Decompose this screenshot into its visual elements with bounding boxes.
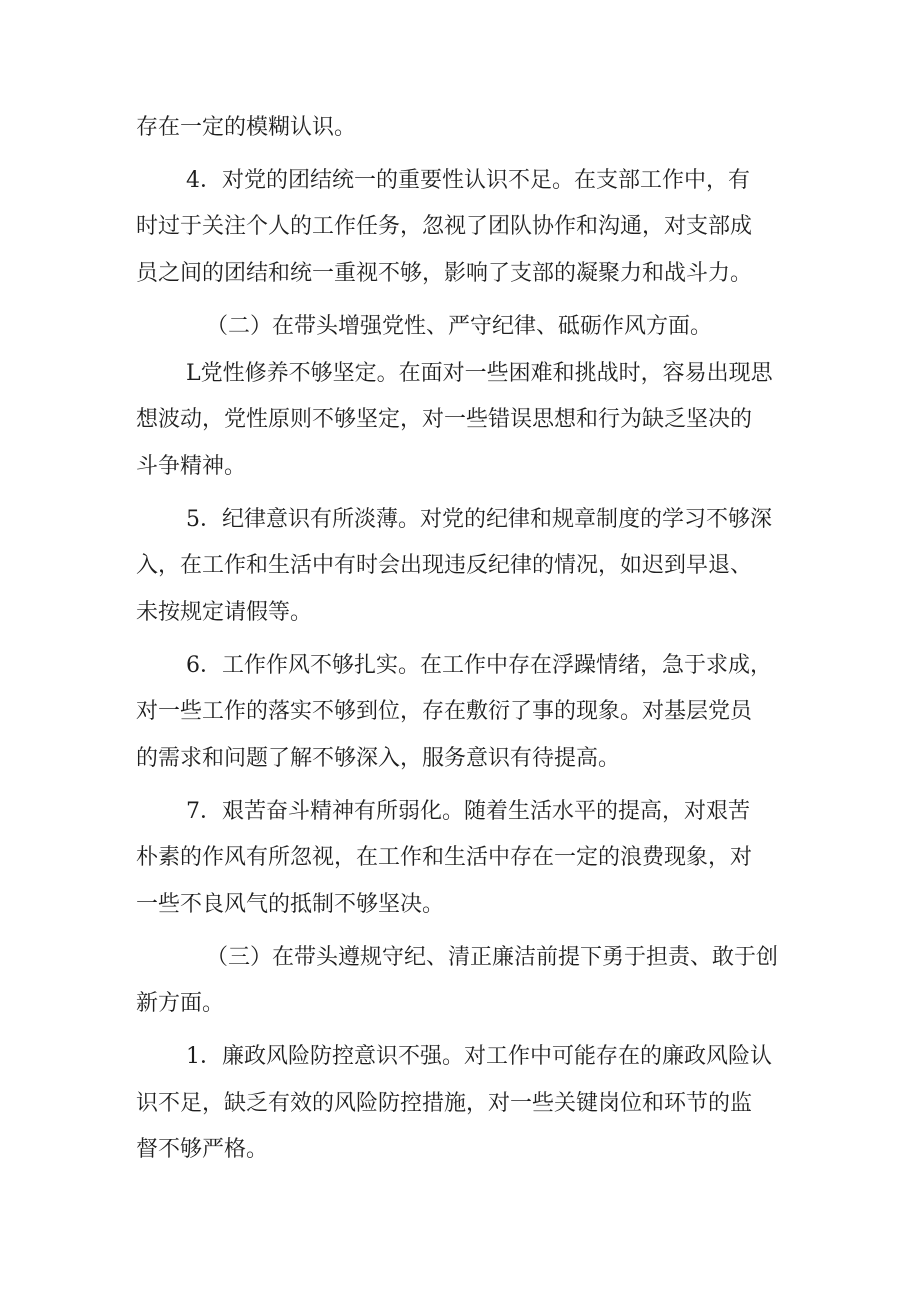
section-heading-3-line-1: （三）在带头遵规守纪、清正廉洁前提下勇于担责、敢于创 [206,945,779,970]
item-4-line-1: 4．对党的团结统一的重要性认识不足。在支部工作中，有 [186,168,750,193]
item-7-line-1: 7．艰苦奋斗精神有所弱化。随着生活水平的提高，对艰苦 [186,799,750,824]
item-1-line-3: 斗争精神。 [136,454,247,479]
item-6-line-2: 对一些工作的落实不够到位，存在敷衍了事的现象。对基层党员 [136,699,753,724]
item-1-line-1: L党性修养不够坚定。在面对一些困难和挑战时，容易出现思 [186,361,773,386]
item-5-line-1: 5．纪律意识有所淡薄。对党的纪律和规章制度的学习不够深 [186,507,772,532]
item-4-line-2: 时过于关注个人的工作任务，忽视了团队协作和沟通，对支部成 [136,214,753,239]
item-1b-line-3: 督不够严格。 [136,1137,269,1162]
item-1b-line-2: 识不足，缺乏有效的风险防控措施，对一些关键岗位和环节的监 [136,1091,753,1116]
item-5-line-3: 未按规定请假等。 [136,600,313,625]
section-heading-2: （二）在带头增强党性、严守纪律、砥砺作风方面。 [206,314,713,339]
item-1b-line-1: 1．廉政风险防控意识不强。对工作中可能存在的廉政风险认 [186,1044,772,1069]
item-4-line-3: 员之间的团结和统一重视不够，影响了支部的凝聚力和战斗力。 [136,261,753,286]
section-heading-3-line-2: 新方面。 [136,991,225,1016]
item-7-line-3: 一些不良风气的抵制不够坚决。 [136,892,445,917]
item-6-line-3: 的需求和问题了解不够深入，服务意识有待提高。 [136,746,621,771]
item-6-line-1: 6．工作作风不够扎实。在工作中存在浮躁情绪，急于求成， [186,653,772,678]
text-line-1: 存在一定的模糊认识。 [136,115,357,140]
item-5-line-2: 入，在工作和生活中有时会出现违反纪律的情况，如迟到早退、 [136,553,753,578]
item-1-line-2: 想波动，党性原则不够坚定，对一些错误思想和行为缺乏坚决的 [136,407,753,432]
item-7-line-2: 朴素的作风有所忽视，在工作和生活中存在一定的浪费现象，对 [136,845,753,870]
